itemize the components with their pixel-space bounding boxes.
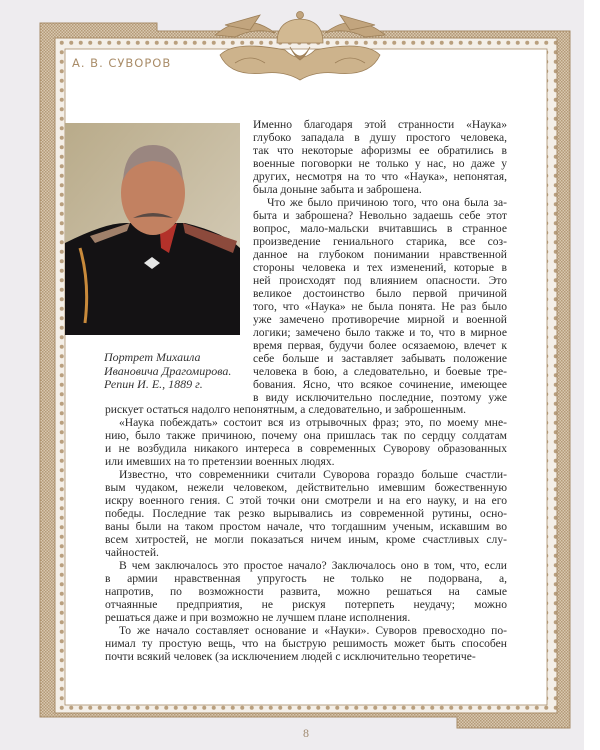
- text-line: нию, было также причиною, почему она пришлась так по сердцу солдатам: [105, 429, 507, 442]
- text-line: Именно благодаря этой странности «Наука»: [253, 118, 507, 131]
- text-line: произведение гениального старика, все соз-: [253, 235, 507, 248]
- text-line: других, несмотря на то что «Наука», непонятая,: [253, 170, 507, 183]
- text-line: чайностей.: [105, 546, 159, 559]
- text-line: решаться даже и при возможно не лучшем плане исполнения.: [105, 611, 411, 624]
- portrait-painting: [65, 123, 240, 335]
- caption-line: Репин И. Е., 1889 г.: [104, 377, 203, 391]
- page-number: 8: [303, 726, 309, 740]
- running-title: А. В. СУВОРОВ: [72, 56, 172, 70]
- text-line: победы. Последние так резко вырывались из современной рутины, осно-: [105, 507, 507, 520]
- caption-line: Ивановича Драгомирова.: [104, 363, 232, 378]
- text-line: почти всякий человек (за исключением людей с исключительно теоретиче-: [105, 650, 476, 663]
- text-line: того, что «Наука» не была понята. Не раз было: [253, 300, 507, 313]
- text-line: напротив, по возможности развита, можно решаться на самые: [105, 585, 507, 598]
- text-line: Известно, что современники считали Суворова гораздо больше счастли-: [119, 468, 507, 481]
- text-line: рискует остаться надолго непонятным, а следовательно, и заброшенным.: [105, 403, 467, 416]
- text-line: данное на глубоком понимании нравственной: [253, 248, 507, 261]
- text-line: время первая, будучи более осязаемою, влечет к: [253, 339, 507, 352]
- text-line: вопрос, мало-мальски вчитавшись в странное: [253, 222, 507, 235]
- text-line: глубоко западала в душу простого человека,: [253, 131, 507, 144]
- text-line: стороны человека и тех изменений, которые в: [253, 261, 507, 274]
- text-line: военные поговорки не только у нас, но даже у: [253, 157, 507, 170]
- text-line: человека в бою, а следовательно, и боевые тре-: [253, 365, 507, 378]
- text-line: себе больше и заставляет забывать положение: [253, 352, 507, 365]
- text-line: была доныне забыта и заброшена.: [253, 183, 422, 196]
- text-line: ваны были на таком простом начале, что тогдашним ученым, искавшим во: [105, 520, 507, 533]
- text-line: уже замечено противоречие мирной и военной: [253, 313, 507, 326]
- text-line: логики; замечено было также и то, что в мирное: [253, 326, 507, 339]
- body-text-full-width: [105, 403, 507, 663]
- body-text-right-column: [253, 118, 507, 404]
- text-line: вым чудаком, нежели человеком, действительно имевшим божественную: [105, 481, 507, 494]
- text-line: бования. Ясно, что всякое сочинение, имеющее: [253, 378, 507, 391]
- text-line: То же начало составляет основание и «Науки». Суворов превосходно по-: [119, 624, 507, 637]
- text-line: ней происходят под влиянием опасности. Это: [253, 274, 507, 287]
- text-line: В чем заключалось это простое начало? Заключалось оно в том, что, если: [119, 559, 507, 572]
- text-line: «Наука побеждать» состоит вся из отрывочных фраз; это, по моему мне-: [119, 416, 507, 429]
- text-line: в армии нравственная упругость не только не подорвана, а,: [105, 572, 507, 585]
- crest-ornament: [205, 5, 395, 85]
- caption-line: Портрет Михаила: [104, 350, 201, 364]
- text-line: отчаянные предприятия, не рискуя потерпеть неудачу; можно: [105, 598, 507, 611]
- text-line: в виду исключительно последние, поэтому уже: [253, 391, 507, 404]
- portrait-caption: [104, 351, 254, 392]
- text-line: так что некоторые афоризмы ее обратились в: [253, 144, 507, 157]
- text-line: Что же было причиною того, что она была за-: [267, 196, 507, 209]
- text-line: нимал ту простую вещь, что на быструю решимость может быть способен: [105, 637, 507, 650]
- text-line: или имевших на то претензии военных людях.: [105, 455, 335, 468]
- text-line: быта и заброшена? Невольно задаешь себе этот: [253, 209, 507, 222]
- text-line: искру военного гения. С этой точки они смотрели и на его науку, и на его: [105, 494, 507, 507]
- text-line: всем хитростей, не могли показаться ничем иным, кроме счастливых слу-: [105, 533, 507, 546]
- text-line: великое достоинство было первой причиной: [253, 287, 507, 300]
- text-line: и не возбудила никакого интереса в современных Суворову образованных: [105, 442, 507, 455]
